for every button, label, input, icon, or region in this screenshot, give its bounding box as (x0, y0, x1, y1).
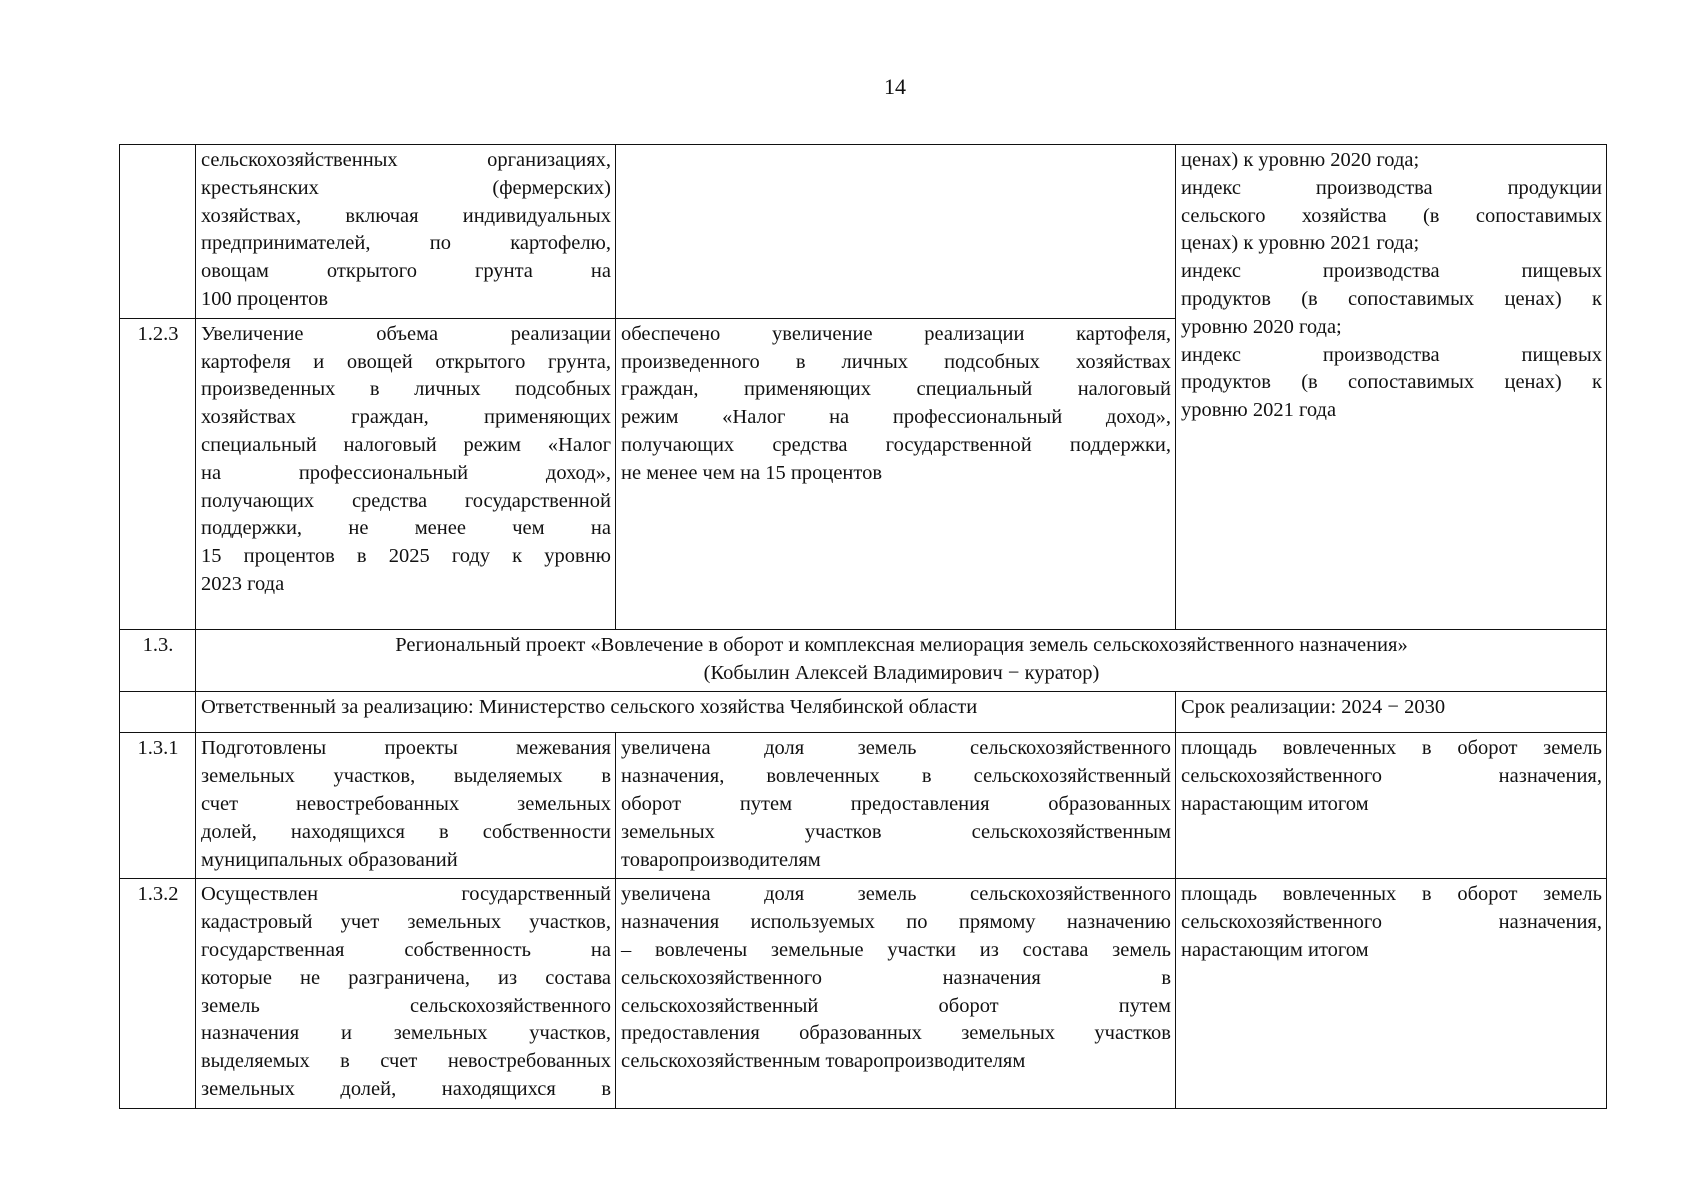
text-line: сельскохозяйственного назначения, (1181, 765, 1602, 788)
characteristic-cell (616, 879, 1176, 1108)
table-row (120, 145, 1607, 319)
table-row (120, 733, 1607, 879)
text-line: поддержки, не менее чем на (201, 517, 611, 540)
text-line: картофеля и овощей открытого грунта, (201, 350, 611, 373)
text-line: земельных участков сельскохозяйственным (621, 820, 1171, 843)
result-cell (196, 879, 616, 1108)
text-line: муниципальных образований (201, 848, 458, 871)
text-line: сельскохозяйственных организациях, (201, 149, 611, 171)
indicator-cell (1176, 733, 1607, 879)
text-line: увеличена доля земель сельскохозяйственного (621, 737, 1171, 760)
text-line: ценах) к уровню 2020 года; (1181, 149, 1420, 171)
indicator-cell (1176, 879, 1607, 1108)
row-number-cell (120, 692, 196, 733)
text-line: Осуществлен государственный (201, 883, 611, 906)
term-cell: Срок реализации: 2024 − 2030 (1176, 692, 1607, 733)
text-line: сельскохозяйственным товаропроизводителям (621, 1050, 1026, 1073)
text-line: 15 процентов в 2025 году к уровню (201, 545, 611, 568)
text-line: – вовлечены земельные участки из состава земель (621, 938, 1171, 961)
page-number: 14 (884, 74, 906, 99)
table-row (120, 879, 1607, 1108)
text-line: произведенного в личных подсобных хозяйствах (621, 350, 1171, 373)
text-line: предпринимателей, по картофелю, (201, 232, 611, 255)
text-line: ценах) к уровню 2021 года; (1181, 232, 1420, 255)
text-line: овощам открытого грунта на (201, 260, 611, 283)
text-line: 100 процентов (201, 287, 329, 310)
text-line: оборот путем предоставления образованных (621, 792, 1171, 815)
project-title: Региональный проект «Вовлечение в оборот и комплексная мелиорация земель сельскохозяйственного назначения» (395, 633, 1408, 656)
indicator-cell (1176, 145, 1607, 630)
row-number-cell: 1.3.2 (120, 879, 196, 1108)
text-line: получающих средства государственной (201, 489, 611, 512)
characteristic-cell (616, 145, 1176, 319)
text-line: нарастающим итогом (1181, 792, 1369, 815)
text-line: Увеличение объема реализации (201, 322, 611, 345)
text-line: на профессиональный доход», (201, 461, 611, 484)
row-number-cell: 1.2.3 (120, 318, 196, 629)
text-line: индекс производства продукции (1181, 176, 1602, 199)
text-line: специальный налоговый режим «Налог (201, 433, 611, 456)
project-header-cell (196, 629, 1607, 692)
text-line: назначения используемых по прямому назначению (621, 911, 1171, 934)
text-line: продуктов (в сопоставимых ценах) к (1181, 371, 1602, 394)
text-line: хозяйствах граждан, применяющих (201, 406, 611, 429)
result-cell (196, 145, 616, 319)
text-line: назначения, вовлеченных в сельскохозяйственный (621, 765, 1171, 788)
text-line: режим «Налог на профессиональный доход», (621, 406, 1171, 429)
text-line: сельского хозяйства (в сопоставимых (1181, 204, 1602, 227)
text-line: хозяйствах, включая индивидуальных (201, 204, 611, 227)
text-line: не менее чем на 15 процентов (621, 461, 883, 484)
text-line: 2023 года (201, 572, 285, 595)
text-line: обеспечено увеличение реализации картофеля, (621, 322, 1171, 345)
text-line: предоставления образованных земельных участков (621, 1022, 1171, 1045)
text-line: счет невостребованных земельных (201, 792, 611, 815)
responsible-cell: Ответственный за реализацию: Министерство сельского хозяйства Челябинской области (196, 692, 1176, 733)
characteristic-cell (616, 318, 1176, 629)
text-line: государственная собственность на (201, 938, 611, 961)
row-number-cell: 1.3. (120, 629, 196, 692)
project-curator: (Кобылин Алексей Владимирович − куратор) (703, 661, 1100, 684)
text-line: площадь вовлеченных в оборот земель (1181, 883, 1602, 906)
text-line: произведенных в личных подсобных (201, 378, 611, 401)
text-line: товаропроизводителям (621, 848, 821, 871)
text-line: долей, находящихся в собственности (201, 820, 611, 843)
table-row (120, 629, 1607, 692)
text-line: земельных участков, выделяемых в (201, 765, 611, 788)
result-cell (196, 733, 616, 879)
text-line: уровню 2020 года; (1181, 315, 1342, 338)
characteristic-cell (616, 733, 1176, 879)
table-row (120, 692, 1607, 733)
text-line: выделяемых в счет невостребованных (201, 1050, 611, 1073)
text-line: назначения и земельных участков, (201, 1022, 611, 1045)
text-line: индекс производства пищевых (1181, 343, 1602, 366)
text-line: увеличена доля земель сельскохозяйственного (621, 883, 1171, 906)
text-line: сельскохозяйственный оборот путем (621, 994, 1171, 1017)
activities-table (119, 144, 1607, 1109)
result-cell (196, 318, 616, 629)
text-line: сельскохозяйственного назначения, (1181, 911, 1602, 934)
text-line: кадастровый учет земельных участков, (201, 911, 611, 934)
text-line: площадь вовлеченных в оборот земель (1181, 737, 1602, 760)
text-line: продуктов (в сопоставимых ценах) к (1181, 287, 1602, 310)
text-line: нарастающим итогом (1181, 938, 1369, 961)
text-line: которые не разграничена, из состава (201, 966, 611, 989)
text-line: получающих средства государственной поддержки, (621, 433, 1171, 456)
text-line: крестьянских (фермерских) (201, 176, 611, 199)
text-line: граждан, применяющих специальный налоговый (621, 378, 1171, 401)
text-line: уровню 2021 года (1181, 399, 1337, 422)
text-line: Подготовлены проекты межевания (201, 737, 611, 760)
text-line: сельскохозяйственного назначения в (621, 966, 1171, 989)
text-line: индекс производства пищевых (1181, 260, 1602, 283)
text-line: земельных долей, находящихся в (201, 1077, 611, 1100)
text-line: земель сельскохозяйственного (201, 994, 611, 1017)
row-number-cell: 1.3.1 (120, 733, 196, 879)
row-number-cell (120, 145, 196, 319)
